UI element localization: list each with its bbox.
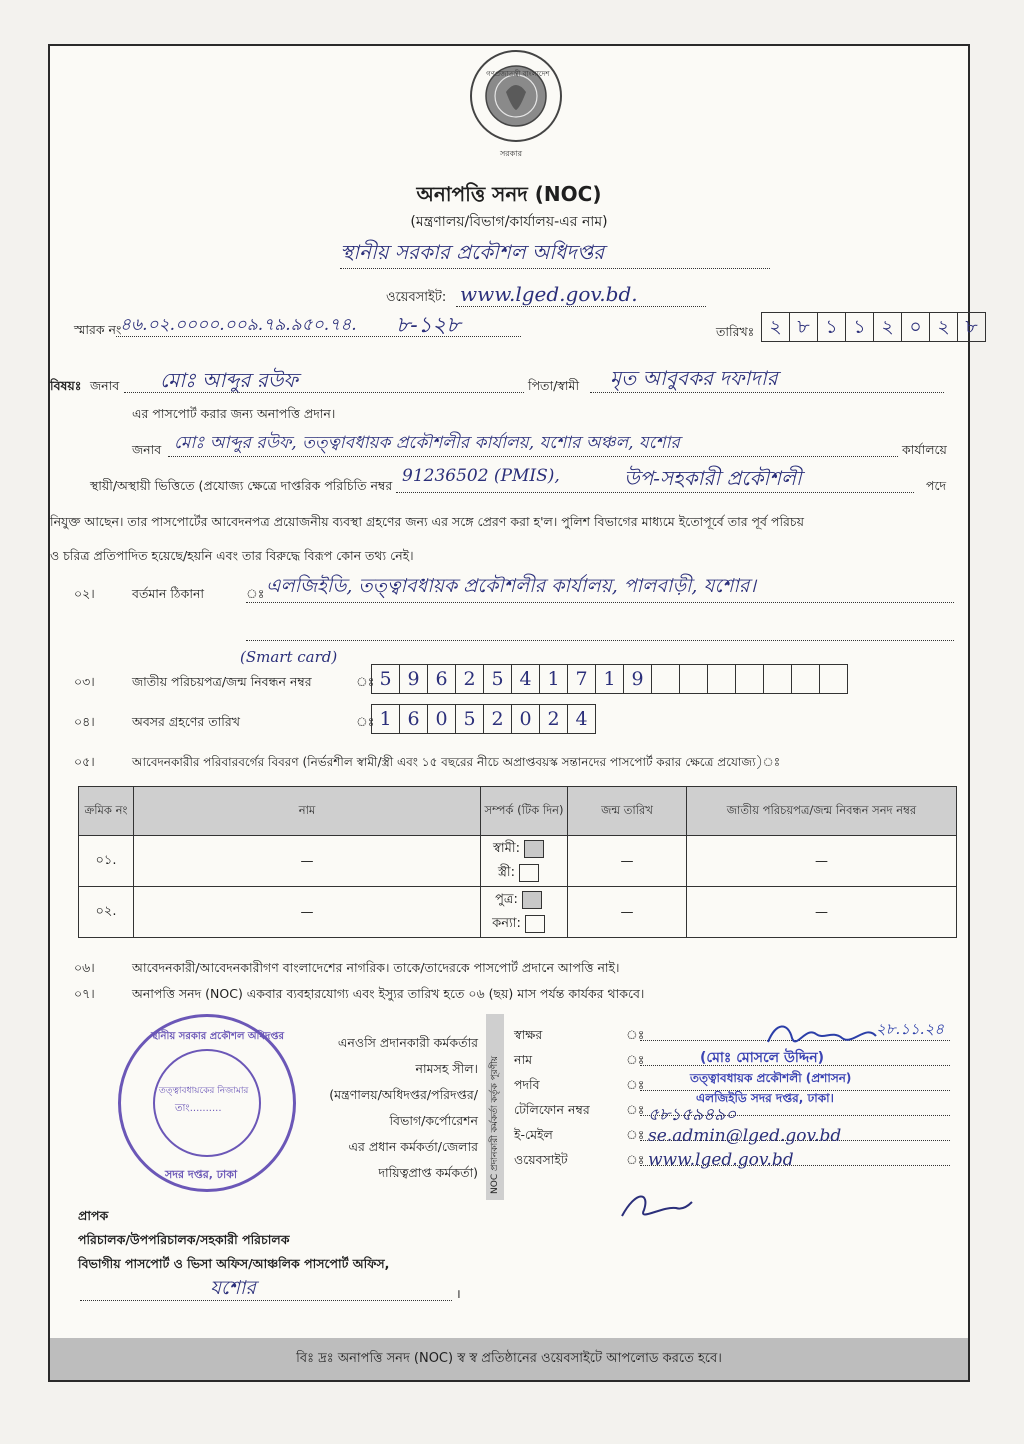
date-boxes <box>762 312 986 342</box>
digit-box <box>763 664 792 694</box>
father-label: পিতা/স্বামী <box>528 378 580 393</box>
emblem-bottom-text: সরকার <box>500 149 523 158</box>
digit-box <box>707 664 736 694</box>
digit-box: 5 <box>483 664 512 694</box>
digit-box: 6 <box>427 664 456 694</box>
desc-line: নামসহ সীল। <box>415 1061 478 1076</box>
colon: ঃ <box>626 1077 645 1092</box>
retire-boxes <box>372 704 596 734</box>
recipient-line1: পরিচালক/উপপরিচালক/সহকারী পরিচালক <box>78 1232 290 1247</box>
retire-label: অবসর গ্রহণের তারিখ <box>132 714 240 729</box>
digit-box: ২ <box>761 312 790 342</box>
post-suffix: পদে <box>926 478 947 493</box>
colon: ঃ <box>626 1152 645 1167</box>
row-name: — <box>134 836 481 887</box>
desc-line: দায়িত্বপ্রাপ্ত কর্মকর্তা) <box>378 1165 478 1180</box>
seal-inner-text: তত্ত্বাবধায়কের নিজামার <box>159 1086 249 1096</box>
row-nid: — <box>687 836 957 887</box>
applicant-name: মোঃ আব্দুর রউফ <box>160 368 298 392</box>
subject-janab: জনাব <box>90 378 120 393</box>
item-07-number: ০৭। <box>74 986 95 1001</box>
digit-box: ৮ <box>957 312 986 342</box>
subtitle: (মন্ত্রণালয়/বিভাগ/কার্যালয়-এর নাম) <box>410 214 608 230</box>
retire-colon: ঃ <box>356 714 375 729</box>
recipient-end: । <box>456 1286 461 1301</box>
colon: ঃ <box>626 1102 645 1117</box>
family-label: আবেদনকারীর পরিবারবর্গের বিবরণ (নির্ভরশীল স্বামী/স্ত্রী এবং ১৫ বছরের নীচে অপ্রাপ্তবয়স্ক সন্তানদের পাসপোর্ট করার ক্ষেত্রে প্রযোজ্য)ঃ <box>132 755 781 769</box>
noc-vertical-bar <box>486 1014 504 1200</box>
digit-box: 6 <box>399 704 428 734</box>
item-02-number: ০২। <box>74 586 95 601</box>
memo-value: ৪৬.০২.০০০০.০০৯.৭৯.৯৫০.৭৪. <box>120 315 357 335</box>
subject-label: বিষয়ঃ <box>50 378 82 393</box>
signatory-designation: তত্ত্বাবধায়ক প্রকৌশলী (প্রশাসন) <box>690 1071 852 1085</box>
memo-label: স্মারক নং <box>74 322 122 337</box>
colon: ঃ <box>626 1027 645 1042</box>
desc-line: বিভাগ/কর্পোরেশন <box>389 1113 478 1128</box>
website-value: www.lged.gov.bd. <box>460 282 638 306</box>
row-nid: — <box>687 887 957 938</box>
row-dob: — <box>568 887 687 938</box>
email-value: se.admin@lged.gov.bd <box>648 1126 842 1146</box>
emblem-ring-text: গণপ্রজাতন্ত্রী বাংলাদেশ <box>486 70 550 78</box>
designation: উপ-সহকারী প্রকৌশলী <box>624 466 802 490</box>
field-label: ওয়েবসাইট <box>514 1152 568 1167</box>
digit-box: 1 <box>539 664 568 694</box>
vertical-label: NOC প্রদানকারী কর্মকর্তা কর্তৃক পূরণীয় <box>490 1055 500 1194</box>
relation-checkbox[interactable] <box>519 864 539 882</box>
item-03-number: ০৩। <box>74 674 95 689</box>
digit-box: ০ <box>901 312 930 342</box>
row-dob: — <box>568 836 687 887</box>
office-name: স্থানীয় সরকার প্রকৌশল অধিদপ্তর <box>340 240 605 264</box>
digit-box <box>791 664 820 694</box>
digit-box: ২ <box>873 312 902 342</box>
digit-box: 4 <box>511 664 540 694</box>
relation-checkbox[interactable] <box>522 891 542 909</box>
header-serial: ক্রমিক নং <box>79 787 134 836</box>
recipient-office: যশোর <box>210 1277 256 1299</box>
relation-option-label: স্ত্রী: <box>497 865 516 880</box>
signatory-org: এলজিইডি সদর দপ্তর, ঢাকা। <box>696 1091 834 1105</box>
relation-option-label: স্বামী: <box>493 841 520 856</box>
footer-note: বিঃ দ্রঃ অনাপত্তি সনদ (NOC) স্ব স্ব প্রতিষ্ঠানের ওয়েবসাইটে আপলোড করতে হবে। <box>50 1338 968 1380</box>
basis-text: স্থায়ী/অস্থায়ী ভিত্তিতে (প্রযোজ্য ক্ষেত্রে দাপ্তরিক পরিচিতি নম্বর <box>90 478 393 493</box>
digit-box <box>651 664 680 694</box>
field-label: স্বাক্ষর <box>514 1027 543 1042</box>
nid-colon: ঃ <box>356 674 375 689</box>
digit-box: ২ <box>929 312 958 342</box>
item-04-number: ০৪। <box>74 714 95 729</box>
father-name: মৃত আবুবকর দফাদার <box>610 366 778 390</box>
desc-line: (মন্ত্রণালয়/অধিদপ্তর/পরিদপ্তর/ <box>329 1087 478 1102</box>
seal-inner-sub: তাং.......... <box>175 1103 222 1114</box>
digit-box: 9 <box>399 664 428 694</box>
relation-checkbox[interactable] <box>524 840 544 858</box>
seal-ring-text: স্থানীয় সরকার প্রকৌশল অধিদপ্তর <box>151 1031 284 1042</box>
official-id: 91236502 (PMIS), <box>402 466 560 486</box>
row-serial: ০১. <box>79 836 134 887</box>
digit-box: 9 <box>623 664 652 694</box>
address-value: এলজিইডি, তত্ত্বাবধায়ক প্রকৌশলীর কার্যালয়, পালবাড়ী, যশোর। <box>266 575 757 597</box>
nid-label: জাতীয় পরিচয়পত্র/জন্ম নিবন্ধন নম্বর <box>132 674 312 689</box>
recipient-line2: বিভাগীয় পাসপোর্ট ও ভিসা অফিস/আঞ্চলিক পাসপোর্ট অফিস, <box>78 1256 390 1271</box>
memo-suffix: ৮-১২৮ <box>396 313 461 338</box>
digit-box: 1 <box>595 664 624 694</box>
website-label: ওয়েবসাইট: <box>386 290 447 305</box>
digit-box: 7 <box>567 664 596 694</box>
name-and-office: মোঃ আব্দুর রউফ, তত্ত্বাবধায়ক প্রকৌশলীর কার্যালয়, যশোর অঞ্চল, যশোর <box>174 433 680 453</box>
digit-box: 2 <box>455 664 484 694</box>
recipient-label: প্রাপক <box>78 1208 109 1223</box>
signatory-fields <box>514 1022 590 1172</box>
note-06: আবেদনকারী/আবেদনকারীগণ বাংলাদেশের নাগরিক। তাকে/তাদেরকে পাসপোর্ট প্রদানে আপত্তি নাই। <box>132 960 620 975</box>
para2: নিযুক্ত আছেন। তার পাসপোর্টের আবেদনপত্র প্রয়োজনীয় ব্যবস্থা গ্রহণের জন্য এর সঙ্গে প্রেরণ করা হ'ল। পুলিশ বিভাগের মাধ্যমে ইতোপূর্বে তার পূর্ব পরিচয় <box>50 514 805 529</box>
digit-box <box>679 664 708 694</box>
address-colon: ঃ <box>246 586 265 601</box>
relation-checkbox[interactable] <box>525 915 545 933</box>
digit-box: 2 <box>539 704 568 734</box>
desc-line: এর প্রধান কর্মকর্তা/জেলার <box>348 1139 478 1154</box>
digit-box <box>819 664 848 694</box>
digit-box: ১ <box>845 312 874 342</box>
website-field-value: www.lged.gov.bd <box>648 1150 794 1170</box>
signatory-name: (মোঃ মোসলে উদ্দিন) <box>700 1050 824 1066</box>
relation-option-label: পুত্র: <box>495 892 518 907</box>
initial-mark <box>616 1186 696 1226</box>
seal-bottom-text: সদর দপ্তর, ঢাকা <box>165 1168 238 1181</box>
nid-boxes <box>372 664 848 694</box>
row-relation <box>481 887 568 938</box>
item-05-number: ০৫। <box>74 754 95 769</box>
field-label: পদবি <box>514 1077 540 1092</box>
para3: ও চরিত্র প্রতিপাদিত হয়েছে/হয়নি এবং তার বিরুদ্ধে বিরূপ কোন তথ্য নেই। <box>50 548 414 563</box>
desc-line: এনওসি প্রদানকারী কর্মকর্তার <box>337 1035 478 1050</box>
digit-box: 4 <box>567 704 596 734</box>
signature-date: ২৮.১১.২৪ <box>876 1020 944 1038</box>
digit-box: 5 <box>455 704 484 734</box>
digit-box: ৮ <box>789 312 818 342</box>
row-serial: ০২. <box>79 887 134 938</box>
digit-box: 0 <box>427 704 456 734</box>
header-dob: জন্ম তারিখ <box>568 787 687 836</box>
colon: ঃ <box>626 1127 645 1142</box>
noc-form <box>48 44 978 1382</box>
table-row <box>79 836 957 887</box>
field-label: ই-মেইল <box>514 1127 553 1142</box>
digit-box: 2 <box>483 704 512 734</box>
note-07: অনাপত্তি সনদ (NOC) একবার ব্যবহারযোগ্য এবং ইস্যুর তারিখ হতে ০৬ (ছয়) মাস পর্যন্ত কার্যকর থাকবে। <box>132 986 645 1001</box>
digit-box: 1 <box>371 704 400 734</box>
field-label: টেলিফোন নম্বর <box>514 1102 590 1117</box>
family-table <box>78 786 957 938</box>
header-relation: সম্পর্ক (টিক দিন) <box>481 787 568 836</box>
header-nid: জাতীয় পরিচয়পত্র/জন্ম নিবন্ধন সনদ নম্বর <box>687 787 957 836</box>
signatory-description <box>210 1030 478 1186</box>
date-label: তারিখঃ <box>716 324 755 339</box>
row-name: — <box>134 887 481 938</box>
digit-box: 0 <box>511 704 540 734</box>
field-label: নাম <box>514 1052 533 1067</box>
header-name: নাম <box>134 787 481 836</box>
table-row <box>79 887 957 938</box>
relation-option-label: কন্যা: <box>492 916 521 931</box>
page-title: অনাপত্তি সনদ (NOC) <box>416 182 602 206</box>
colon: ঃ <box>626 1052 645 1067</box>
item-06-number: ০৬। <box>74 960 95 975</box>
row-relation <box>481 836 568 887</box>
office-suffix: কার্যালয়ে <box>902 442 947 457</box>
body-janab: জনাব <box>132 442 162 457</box>
digit-box <box>735 664 764 694</box>
digit-box: 5 <box>371 664 400 694</box>
phone-value: ৫৮১৫৯৪৯০ <box>648 1105 737 1125</box>
address-label: বর্তমান ঠিকানা <box>132 586 205 601</box>
nid-note: (Smart card) <box>240 648 338 666</box>
field-colons <box>626 1022 644 1172</box>
subject-line2: এর পাসপোর্ট করার জন্য অনাপত্তি প্রদান। <box>132 406 336 421</box>
digit-box: ১ <box>817 312 846 342</box>
